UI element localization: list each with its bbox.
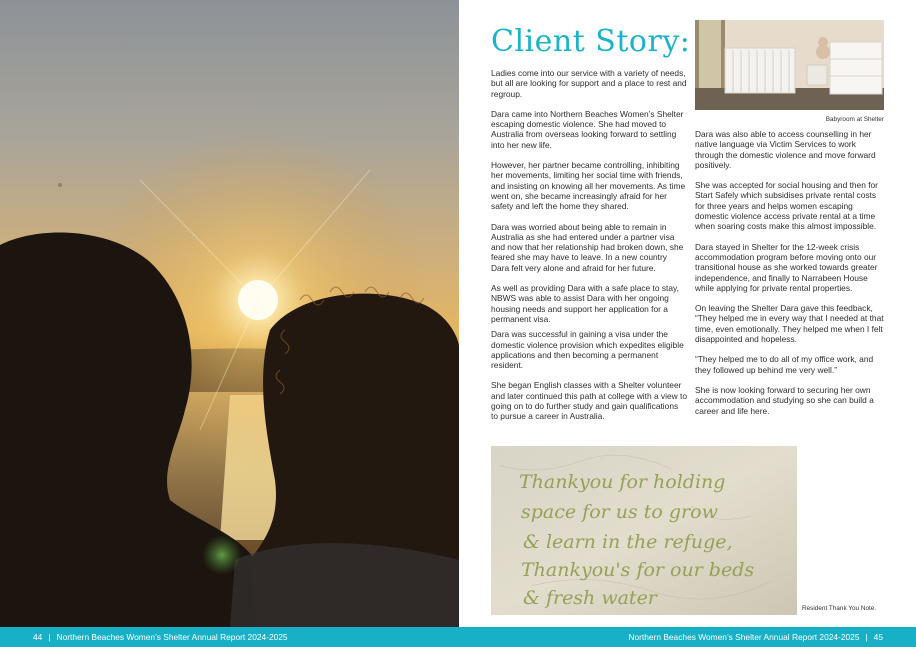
story-paragraph: However, her partner became controlling, inhibiting her movements, limiting her social time with friends, and insisting on knowing all her movements. As time went on, she became increasingly afraid for her safety and left the home they shared. [491,160,686,212]
page-number-right: 45 [873,632,883,642]
note-line: space for us to grow [521,501,718,523]
footer-report-title-left: Northern Beaches Women’s Shelter Annual Report 2024-2025 [56,632,288,642]
story-paragraph: Ladies come into our service with a variety of needs, but all are looking for support and a place to rest and regroup. [491,68,687,99]
story-paragraph: Dara stayed in Shelter for the 12-week crisis accommodation program before moving onto our transitional house as she worked towards greater independence, and finally to Narrabeen House while applying for private rental properties. [695,241,878,293]
story-paragraph: On leaving the Shelter Dara gave this feedback, “They helped me in every way that I needed at that time, even emotionally. They helped me when I felt disappointed and hopeless. [695,303,884,345]
footer-left [33,632,288,642]
story-paragraph: “They helped me to do all of my office work, and they followed up behind me very well.” [695,354,874,375]
note-caption: Resident Thank You Note. [802,605,877,612]
footer-separator: | [48,632,51,642]
sunset-silhouette-photo [0,0,459,627]
note-line: Thankyou for holding [519,471,726,493]
story-column-left [491,68,687,422]
story-paragraph: Dara was worried about being able to remain in Australia as she had entered under a partner visa and now that her relationship had broken down, she feared she may have to leave. In a new country Dara felt very alone and afraid for her future. [491,221,684,273]
babyroom-photo [695,20,884,110]
footer-report-title-right: Northern Beaches Women’s Shelter Annual Report 2024-2025 [628,632,860,642]
thank-you-note-photo [491,446,797,615]
story-paragraph: Dara was successful in gaining a visa under the domestic violence provision which expedites eligible applications and then becoming a permanent resident. [491,329,684,371]
footer-separator: | [865,632,868,642]
page-title: Client Story: [491,24,691,59]
story-column-right [695,129,885,416]
story-paragraph: Dara was also able to access counselling in her native language via Victim Services to work through the domestic violence and move forward positively. [695,129,876,170]
story-paragraph: She is now looking forward to securing her own accommodation and studying so she can build a career and life here. [695,384,874,416]
note-line: & fresh water [523,587,657,609]
page-number-left: 44 [33,632,43,642]
note-line: & learn in the refuge, [523,531,733,553]
babyroom-caption: Babyroom at Shelter [825,116,884,123]
note-line: Thankyou's for our beds [521,559,755,581]
footer-right [628,632,883,642]
story-paragraph: She was accepted for social housing and then for Start Safely which subsidises private rental costs for three years and helps women escaping domestic violence access private rental at a time when soaring costs make this almost impossible. [695,180,878,232]
story-paragraph: Dara came into Northern Beaches Women’s Shelter escaping domestic violence. She had moved to Australia from overseas looking forward to settling into her new life. [491,108,684,150]
story-paragraph: As well as providing Dara with a safe place to stay, NBWS was able to assist Dara with her ongoing housing needs and support her application for a permanent visa. [491,283,679,324]
story-paragraph: She began English classes with a Shelter volunteer and later continued this path at college with a view to going on to do further study and gain qualifications to pursue a career in Australia. [491,380,688,422]
footer-bar [0,627,916,647]
